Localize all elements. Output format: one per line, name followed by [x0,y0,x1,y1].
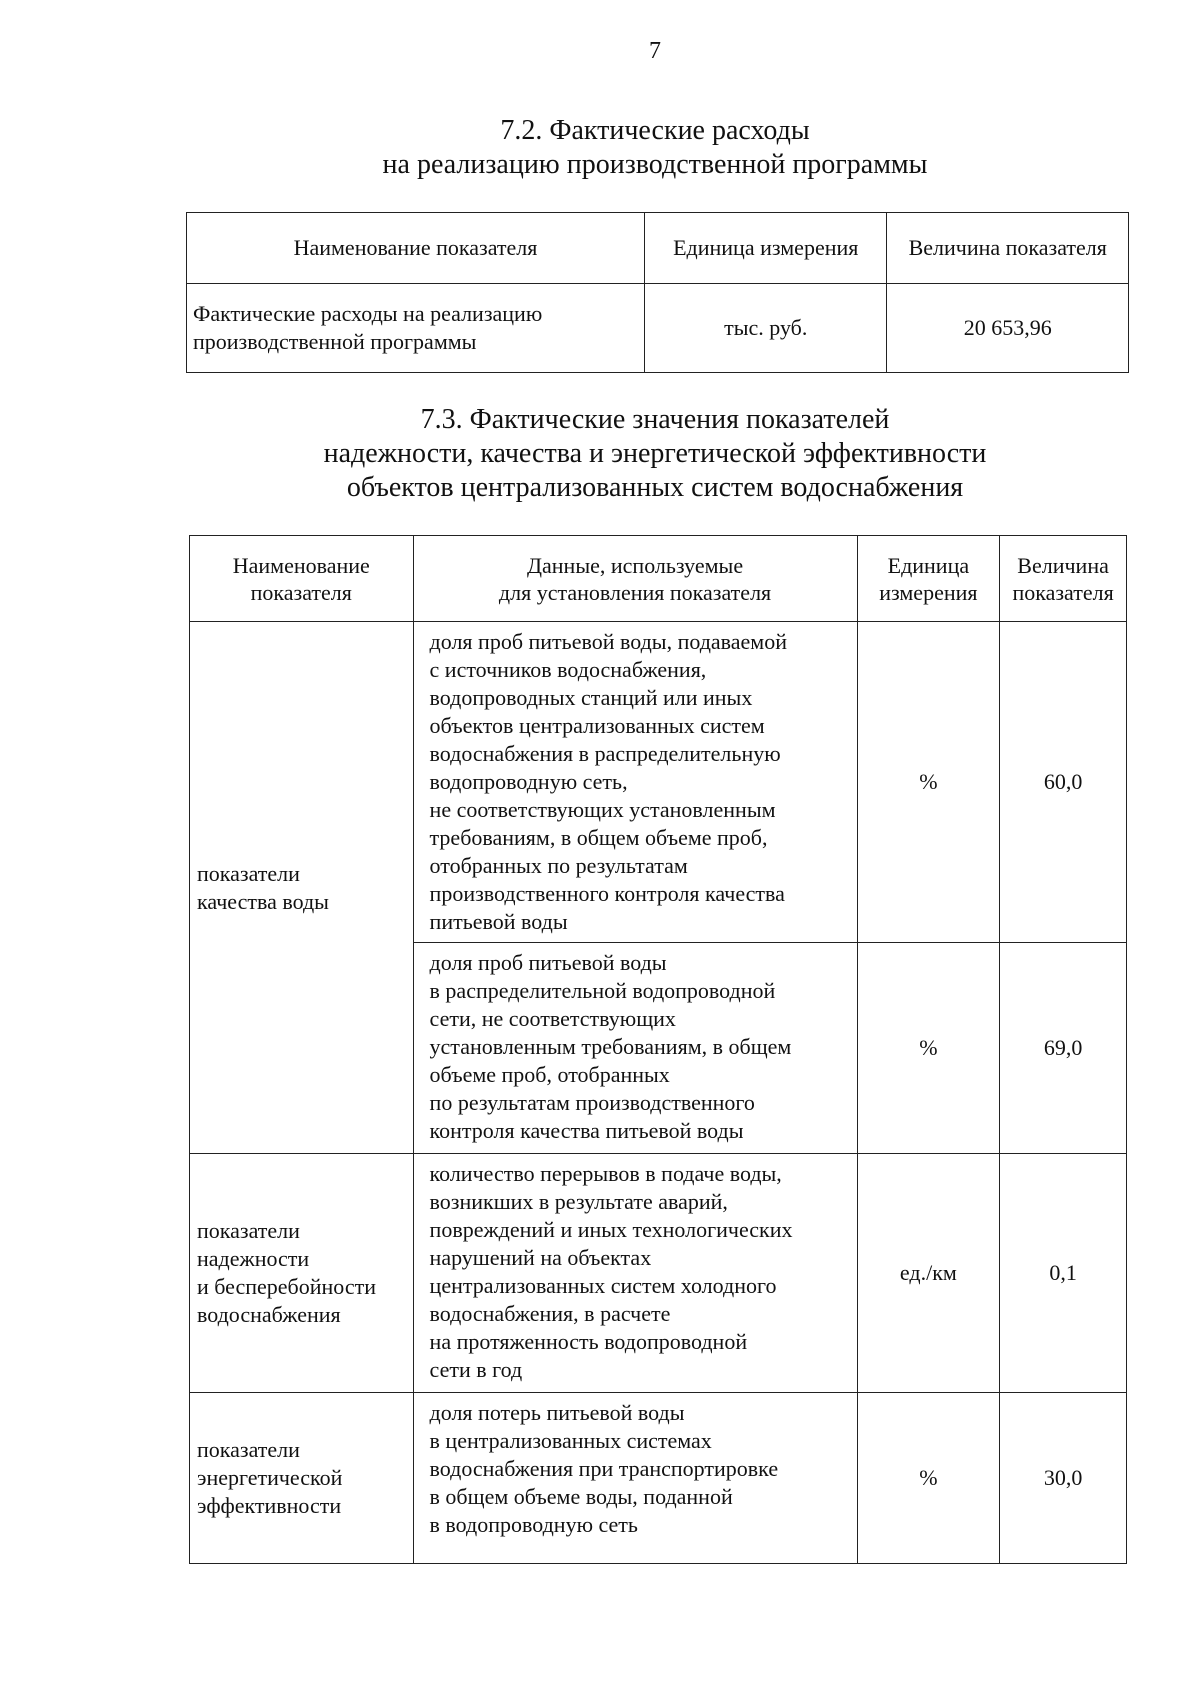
header-value [1000,536,1127,622]
header-data-used [413,536,857,622]
header-indicator-name: Наименование показателя [187,213,645,284]
cell-line: с источников водоснабжения, [429,657,707,682]
cell-line: количество перерывов в подаче воды, [429,1161,782,1186]
cell-line: объеме проб, отобранных [429,1062,670,1087]
cell-line: контроля качества питьевой воды [429,1118,744,1143]
header-line: измерения [879,579,978,605]
header-indicator-name [190,536,414,622]
cell-line: по результатам производственного [429,1090,755,1115]
cell-line: Фактические расходы на реализацию [193,301,543,326]
cell-line: повреждений и иных технологических [429,1217,793,1242]
cell-line: сети, не соответствующих [429,1006,676,1031]
cell-line: в распределительной водопроводной [429,978,776,1003]
cell-line: качества воды [197,888,329,914]
header-line: Данные, используемые [527,552,744,578]
value-cell: 30,0 [1000,1393,1127,1564]
header-line: Величина [1017,552,1109,578]
header-value: Величина показателя [887,213,1129,284]
cell-line: доля потерь питьевой воды [429,1400,685,1425]
cell-line: водоснабжения при транспортировке [429,1456,779,1481]
cell-line: показатели [197,1218,300,1243]
table-header-row [190,536,1127,622]
cell-line: и бесперебойности [197,1274,376,1299]
cell-line: эффективности [197,1493,342,1518]
cell-line: производственной программы [193,329,477,354]
cell-line: установленным требованиям, в общем [429,1034,792,1059]
table-row [190,1154,1127,1393]
title-line: надежности, качества и энергетической эффективности [323,438,987,469]
cell-line: водоснабжения в распределительную [429,741,781,766]
cell-line: не соответствующих установленным [429,797,776,822]
section-7-2-title [0,114,1200,182]
cell-line: сети в год [429,1357,523,1382]
unit-cell: ед./км [857,1154,1000,1393]
value-cell: 69,0 [1000,943,1127,1154]
data-description-cell [413,943,857,1154]
title-line: 7.2. Фактические расходы [500,115,810,146]
cell-line: показатели [197,1437,300,1462]
header-line: Наименование [232,552,370,578]
group-name-cell [190,1393,414,1564]
table-row [190,1393,1127,1564]
cell-line: водоснабжения, в расчете [429,1301,671,1326]
group-name-cell [190,622,414,1154]
header-line: показателя [1012,579,1114,605]
cell-line: на протяженность водопроводной [429,1329,748,1354]
table-header-row [187,213,1129,284]
unit-cell: % [857,622,1000,943]
data-description-cell [413,1154,857,1393]
table-row [190,622,1127,943]
cell-line: показатели [197,860,300,886]
value-cell: 0,1 [1000,1154,1127,1393]
cell-line: водопроводную сеть, [429,769,628,794]
page-number: 7 [649,38,661,64]
value-cell: 60,0 [1000,622,1127,943]
section-7-3-title [0,403,1200,505]
cell-line: в общем объеме воды, поданной [429,1484,733,1509]
data-description-cell [413,622,857,943]
cell-line: производственного контроля качества [429,881,785,906]
cell-line: водоснабжения [197,1302,341,1327]
cell-line: энергетической [197,1465,343,1490]
header-line: для установления показателя [498,579,772,605]
unit-cell: % [857,1393,1000,1564]
header-line: Единица [887,552,970,578]
cell-line: в водопроводную сеть [429,1512,638,1537]
cell-line: централизованных систем холодного [429,1273,777,1298]
cell-line: отобранных по результатам [429,853,688,878]
title-line: на реализацию производственной программы [382,149,928,180]
cell-line: возникших в результате аварий, [429,1189,728,1214]
indicators-table [189,535,1127,1564]
cell-line: требованиям, в общем объеме проб, [429,825,768,850]
header-unit: Единица измерения [645,213,887,284]
expenses-table [186,212,1129,373]
cell-line: питьевой воды [429,909,568,934]
group-name-cell [190,1154,414,1393]
header-unit [857,536,1000,622]
unit-cell: % [857,943,1000,1154]
cell-line: водопроводных станций или иных [429,685,753,710]
indicator-name-cell [187,284,645,373]
unit-cell: тыс. руб. [645,284,887,373]
cell-line: объектов централизованных систем [429,713,765,738]
cell-line: надежности [197,1246,310,1271]
cell-line: нарушений на объектах [429,1245,652,1270]
cell-line: доля проб питьевой воды, подаваемой [429,629,787,654]
data-description-cell [413,1393,857,1564]
cell-line: доля проб питьевой воды [429,950,667,975]
value-cell: 20 653,96 [887,284,1129,373]
table-row [187,284,1129,373]
title-line: 7.3. Фактические значения показателей [420,404,890,435]
title-line: объектов централизованных систем водоснабжения [346,472,964,503]
header-line: показателя [250,579,352,605]
cell-line: в централизованных системах [429,1428,712,1453]
